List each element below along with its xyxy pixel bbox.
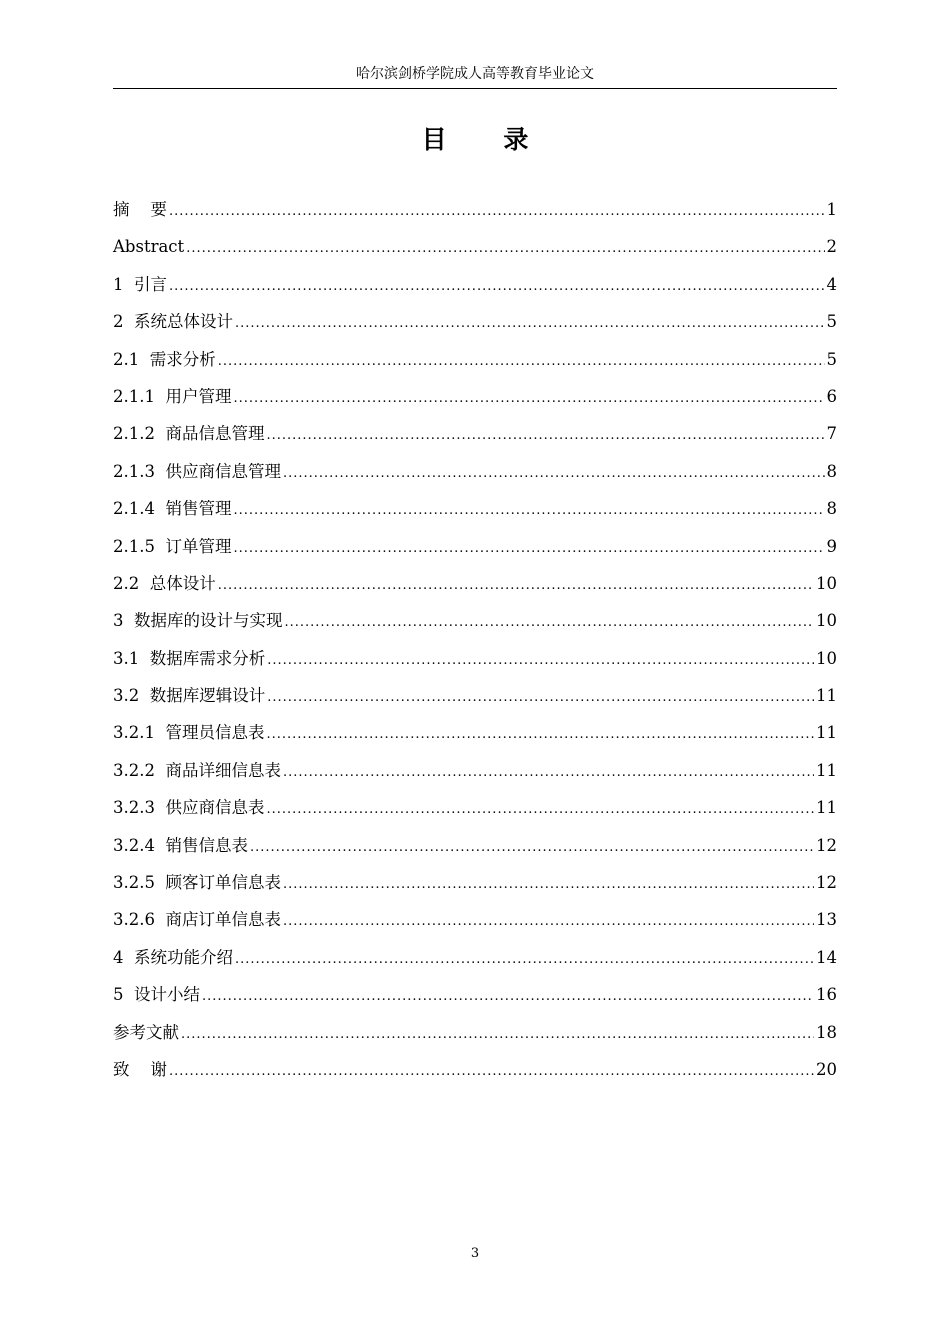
toc-title: 目 录	[421, 125, 553, 154]
toc-entry-label: 2.1.2 商品信息管理	[113, 424, 265, 444]
toc-entry[interactable]	[113, 341, 837, 378]
toc-entry-page: 10	[816, 611, 837, 631]
toc-entry-page: 5	[826, 349, 837, 369]
toc-entry-label: 摘 要	[113, 200, 167, 219]
toc-entry[interactable]	[113, 752, 837, 789]
toc-entry[interactable]	[113, 528, 837, 565]
toc-entry-page: 11	[816, 686, 837, 706]
toc-entry[interactable]	[113, 378, 837, 415]
dot-leader	[233, 530, 824, 567]
toc-entry-page: 6	[826, 386, 837, 406]
toc-entry-label: 2.1.1 用户管理	[113, 386, 232, 406]
toc-entry-page: 2	[826, 237, 837, 257]
toc-entry[interactable]	[113, 453, 837, 490]
header-divider	[113, 88, 837, 89]
toc-entry[interactable]	[113, 640, 837, 677]
dot-leader	[283, 903, 814, 940]
toc-entry-label: Abstract	[113, 237, 185, 257]
dot-leader	[285, 604, 815, 641]
toc-entry[interactable]	[113, 266, 837, 303]
toc-entry[interactable]	[113, 827, 837, 864]
running-header: 哈尔滨剑桥学院成人高等教育毕业论文	[356, 66, 594, 82]
dot-leader	[267, 679, 814, 716]
toc-entry-page: 4	[826, 274, 837, 294]
toc-entry-label: 致 谢	[113, 1059, 167, 1079]
toc-entry[interactable]	[113, 191, 837, 228]
toc-entry-page: 11	[816, 723, 837, 743]
toc-entry[interactable]	[113, 602, 837, 639]
toc-entry-label: 2.1.5 订单管理	[113, 536, 232, 556]
dot-leader	[218, 567, 814, 604]
toc-entry-label: 参考文献	[113, 1022, 179, 1042]
toc-entry-label: 3.2 数据库逻辑设计	[113, 686, 266, 706]
dot-leader	[218, 343, 825, 380]
dot-leader	[169, 193, 825, 230]
toc-entry[interactable]	[113, 303, 837, 340]
toc-entry[interactable]	[113, 976, 837, 1013]
toc-entry-page: 20	[816, 1059, 837, 1079]
dot-leader	[267, 642, 814, 679]
toc-entry-label: 4 系统功能介绍	[113, 947, 233, 967]
dot-leader	[283, 455, 825, 492]
toc-entry[interactable]	[113, 901, 837, 938]
toc-entry[interactable]	[113, 228, 837, 265]
dot-leader	[266, 791, 814, 828]
toc-entry[interactable]	[113, 714, 837, 751]
toc-entry[interactable]	[113, 939, 837, 976]
toc-entry-page: 10	[816, 648, 837, 668]
toc-entry-label: 3.2.4 销售信息表	[113, 835, 248, 855]
dot-leader	[235, 305, 825, 342]
toc-entry-label: 3.2.1 管理员信息表	[113, 723, 265, 743]
toc-entry[interactable]	[113, 677, 837, 714]
toc-entry-page: 12	[816, 873, 837, 893]
toc-entry-label: 3.1 数据库需求分析	[113, 648, 266, 668]
dot-leader	[202, 978, 814, 1015]
toc-entry[interactable]	[113, 864, 837, 901]
toc-entry-page: 16	[816, 985, 837, 1005]
dot-leader	[233, 380, 824, 417]
page-number: 3	[470, 1246, 480, 1261]
toc-entry-page: 9	[826, 536, 837, 556]
toc-entry-label: 2.1.4 销售管理	[113, 499, 232, 519]
toc-entry-page: 7	[826, 424, 837, 444]
toc-entry-page: 10	[816, 573, 837, 593]
dot-leader	[233, 492, 824, 529]
toc-entry-label: 3 数据库的设计与实现	[113, 611, 283, 631]
dot-leader	[283, 866, 814, 903]
toc-entry-label: 2.2 总体设计	[113, 573, 216, 593]
toc-entry-label: 3.2.2 商品详细信息表	[113, 760, 281, 780]
dot-leader	[169, 268, 825, 305]
toc-entry[interactable]	[113, 789, 837, 826]
toc-entry-page: 8	[826, 499, 837, 519]
dot-leader	[181, 1016, 814, 1053]
toc-entry[interactable]	[113, 490, 837, 527]
toc-entry-label: 2 系统总体设计	[113, 312, 233, 332]
toc-entry-label: 3.2.5 顾客订单信息表	[113, 873, 281, 893]
toc-entry-label: 2.1.3 供应商信息管理	[113, 461, 281, 481]
toc-entry-label: 3.2.6 商店订单信息表	[113, 910, 281, 930]
dot-leader	[186, 230, 824, 267]
toc-entry-label: 5 设计小结	[113, 985, 200, 1005]
toc-entry-page: 5	[826, 312, 837, 332]
dot-leader	[283, 754, 814, 791]
toc-entry-label: 3.2.3 供应商信息表	[113, 798, 265, 818]
dot-leader	[250, 829, 814, 866]
toc-entry[interactable]	[113, 1051, 837, 1088]
toc-entry-page: 11	[816, 798, 837, 818]
dot-leader	[266, 716, 814, 753]
toc-entry-label: 2.1 需求分析	[113, 349, 216, 369]
toc-entry-label: 1 引言	[113, 274, 167, 294]
toc-entry-page: 11	[816, 760, 837, 780]
toc-entry-page: 13	[816, 910, 837, 930]
toc-entry[interactable]	[113, 565, 837, 602]
toc-entry-page: 14	[816, 947, 837, 967]
toc-entry-page: 18	[816, 1022, 837, 1042]
dot-leader	[266, 417, 824, 454]
toc-entry[interactable]	[113, 415, 837, 452]
dot-leader	[235, 941, 814, 978]
toc-entry-page: 8	[826, 461, 837, 481]
toc-entry-page: 12	[816, 835, 837, 855]
toc-entry[interactable]	[113, 1014, 837, 1051]
table-of-contents	[113, 191, 837, 1088]
toc-entry-page: 1	[826, 200, 837, 219]
dot-leader	[169, 1053, 814, 1090]
